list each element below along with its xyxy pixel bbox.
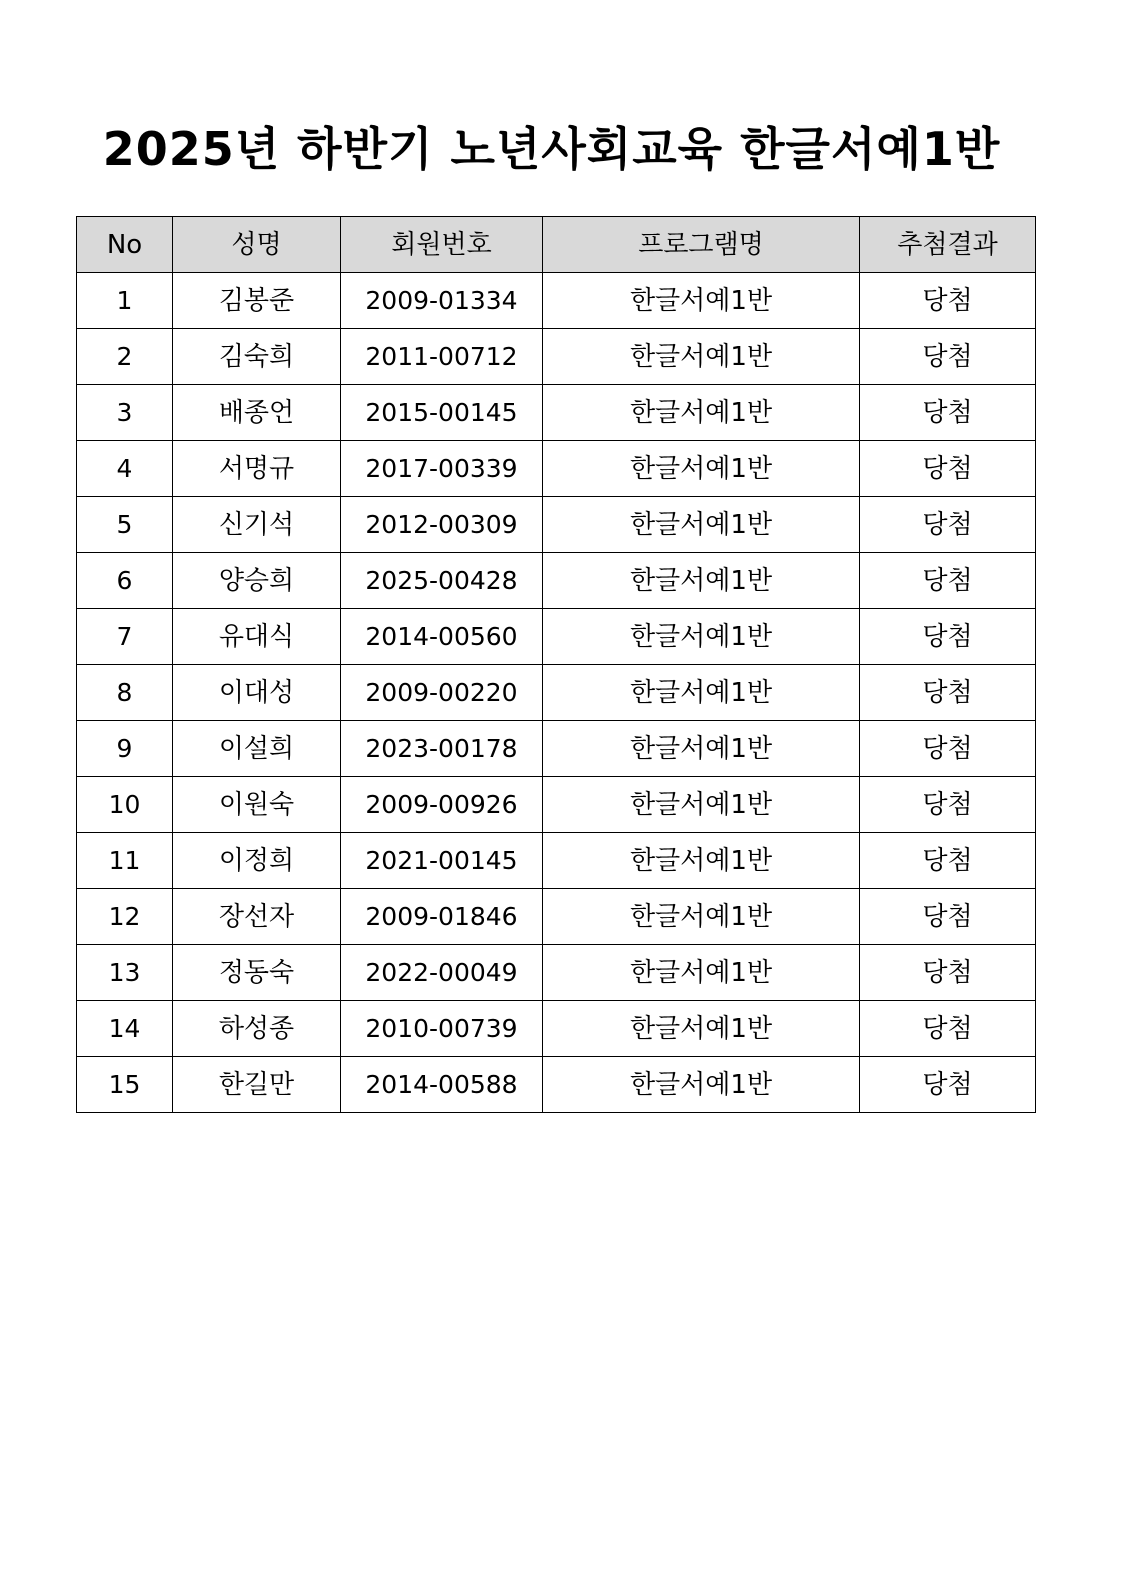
- cell-no: 2: [77, 329, 173, 385]
- table-row: [77, 721, 1036, 777]
- cell-name: 하성종: [173, 1001, 341, 1057]
- table-row: [77, 945, 1036, 1001]
- cell-result: 당첨: [860, 1001, 1036, 1057]
- cell-no: 8: [77, 665, 173, 721]
- cell-no: 9: [77, 721, 173, 777]
- cell-no: 11: [77, 833, 173, 889]
- table-row: [77, 833, 1036, 889]
- cell-program: 한글서예1반: [543, 329, 860, 385]
- table-row: [77, 1057, 1036, 1113]
- cell-name: 장선자: [173, 889, 341, 945]
- table-row: [77, 609, 1036, 665]
- cell-result: 당첨: [860, 777, 1036, 833]
- table-row: [77, 889, 1036, 945]
- cell-result: 당첨: [860, 889, 1036, 945]
- cell-program: 한글서예1반: [543, 945, 860, 1001]
- cell-program: 한글서예1반: [543, 1057, 860, 1113]
- table-row: [77, 273, 1036, 329]
- table-row: [77, 385, 1036, 441]
- header-result: 추첨결과: [860, 217, 1036, 273]
- cell-no: 5: [77, 497, 173, 553]
- cell-result: 당첨: [860, 609, 1036, 665]
- cell-no: 3: [77, 385, 173, 441]
- cell-result: 당첨: [860, 721, 1036, 777]
- cell-program: 한글서예1반: [543, 553, 860, 609]
- cell-name: 서명규: [173, 441, 341, 497]
- cell-result: 당첨: [860, 441, 1036, 497]
- cell-no: 4: [77, 441, 173, 497]
- header-name: 성명: [173, 217, 341, 273]
- cell-member-id: 2017-00339: [341, 441, 543, 497]
- cell-name: 양승희: [173, 553, 341, 609]
- cell-name: 이대성: [173, 665, 341, 721]
- cell-member-id: 2011-00712: [341, 329, 543, 385]
- cell-no: 10: [77, 777, 173, 833]
- cell-member-id: 2014-00560: [341, 609, 543, 665]
- table-row: [77, 329, 1036, 385]
- cell-name: 신기석: [173, 497, 341, 553]
- cell-member-id: 2023-00178: [341, 721, 543, 777]
- cell-name: 유대식: [173, 609, 341, 665]
- cell-member-id: 2022-00049: [341, 945, 543, 1001]
- table-row: [77, 497, 1036, 553]
- cell-program: 한글서예1반: [543, 665, 860, 721]
- cell-name: 한길만: [173, 1057, 341, 1113]
- table-row: [77, 553, 1036, 609]
- cell-member-id: 2012-00309: [341, 497, 543, 553]
- cell-name: 이정희: [173, 833, 341, 889]
- cell-member-id: 2009-01846: [341, 889, 543, 945]
- cell-member-id: 2025-00428: [341, 553, 543, 609]
- cell-member-id: 2010-00739: [341, 1001, 543, 1057]
- header-program: 프로그램명: [543, 217, 860, 273]
- cell-result: 당첨: [860, 1057, 1036, 1113]
- cell-name: 김봉준: [173, 273, 341, 329]
- cell-program: 한글서예1반: [543, 273, 860, 329]
- cell-result: 당첨: [860, 665, 1036, 721]
- cell-result: 당첨: [860, 385, 1036, 441]
- cell-name: 김숙희: [173, 329, 341, 385]
- table-row: [77, 1001, 1036, 1057]
- cell-no: 14: [77, 1001, 173, 1057]
- cell-name: 이설희: [173, 721, 341, 777]
- table-row: [77, 665, 1036, 721]
- page-title: 2025년 하반기 노년사회교육 한글서예1반: [102, 121, 1001, 176]
- cell-program: 한글서예1반: [543, 385, 860, 441]
- cell-result: 당첨: [860, 945, 1036, 1001]
- cell-no: 12: [77, 889, 173, 945]
- cell-program: 한글서예1반: [543, 889, 860, 945]
- cell-program: 한글서예1반: [543, 833, 860, 889]
- cell-no: 13: [77, 945, 173, 1001]
- cell-no: 6: [77, 553, 173, 609]
- cell-no: 15: [77, 1057, 173, 1113]
- cell-member-id: 2015-00145: [341, 385, 543, 441]
- cell-result: 당첨: [860, 329, 1036, 385]
- cell-member-id: 2009-01334: [341, 273, 543, 329]
- cell-member-id: 2009-00220: [341, 665, 543, 721]
- cell-result: 당첨: [860, 833, 1036, 889]
- cell-name: 정동숙: [173, 945, 341, 1001]
- cell-program: 한글서예1반: [543, 777, 860, 833]
- cell-program: 한글서예1반: [543, 1001, 860, 1057]
- header-member-id: 회원번호: [341, 217, 543, 273]
- cell-member-id: 2014-00588: [341, 1057, 543, 1113]
- cell-program: 한글서예1반: [543, 441, 860, 497]
- table-header-row: [77, 217, 1036, 273]
- cell-name: 이원숙: [173, 777, 341, 833]
- table-row: [77, 441, 1036, 497]
- table-row: [77, 777, 1036, 833]
- cell-member-id: 2009-00926: [341, 777, 543, 833]
- cell-member-id: 2021-00145: [341, 833, 543, 889]
- table-body: [77, 273, 1036, 1113]
- cell-result: 당첨: [860, 497, 1036, 553]
- header-no: No: [77, 217, 173, 273]
- cell-no: 7: [77, 609, 173, 665]
- cell-result: 당첨: [860, 553, 1036, 609]
- cell-program: 한글서예1반: [543, 609, 860, 665]
- cell-result: 당첨: [860, 273, 1036, 329]
- cell-name: 배종언: [173, 385, 341, 441]
- cell-program: 한글서예1반: [543, 497, 860, 553]
- lottery-result-table: [76, 216, 1036, 1113]
- cell-no: 1: [77, 273, 173, 329]
- cell-program: 한글서예1반: [543, 721, 860, 777]
